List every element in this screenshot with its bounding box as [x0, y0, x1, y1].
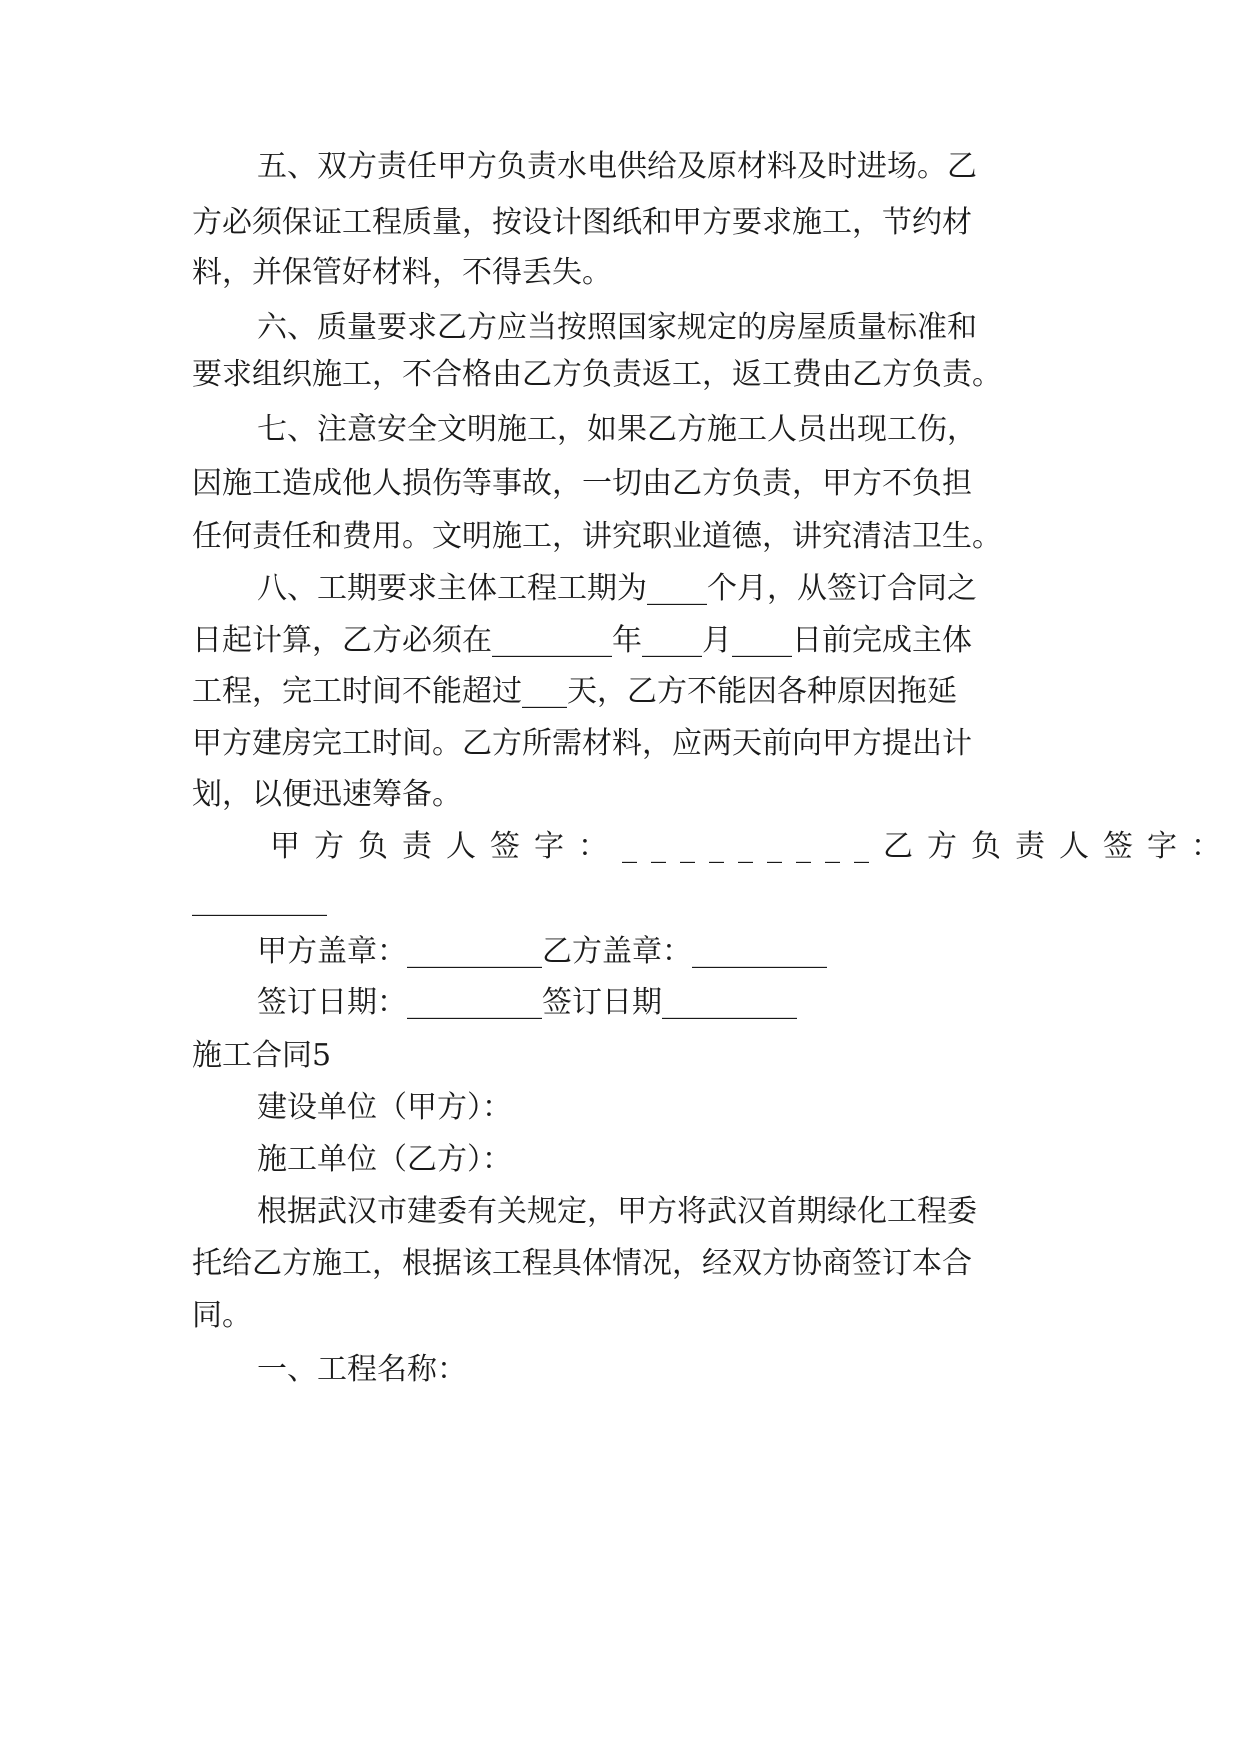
clause-8-line-3: 工程，完工时间不能超过___天，乙方不能因各种原因拖延: [192, 674, 957, 709]
clause-8-line-5: 划，以便迅速筹备。: [192, 777, 462, 812]
intro-line-1: 根据武汉市建委有关规定，甲方将武汉首期绿化工程委: [257, 1194, 977, 1229]
clause-5-line-1: 五、双方责任甲方负责水电供给及原材料及时进场。乙: [257, 149, 977, 184]
employer-line: 建设单位（甲方）：: [257, 1090, 512, 1125]
clause-6-line-2: 要求组织施工，不合格由乙方负责返工，返工费由乙方负责。: [192, 357, 1002, 392]
seal-line: 甲方盖章：_________乙方盖章：_________: [257, 934, 827, 969]
date-line: 签订日期：_________签订日期_________: [257, 985, 797, 1020]
clause-8-line-4: 甲方建房完工时间。乙方所需材料，应两天前向甲方提出计: [192, 726, 972, 761]
clause-5-line-2: 方必须保证工程质量，按设计图纸和甲方要求施工，节约材: [192, 205, 972, 240]
intro-line-2: 托给乙方施工，根据该工程具体情况，经双方协商签订本合: [192, 1246, 972, 1281]
contractor-line: 施工单位（乙方）：: [257, 1142, 512, 1177]
project-name-line: 一、工程名称：: [257, 1352, 467, 1387]
clause-7-line-1: 七、注意安全文明施工，如果乙方施工人员出现工伤，: [257, 412, 977, 447]
clause-8-line-1: 八、工期要求主体工程工期为____个月，从签订合同之: [257, 571, 977, 606]
section-title: 施工合同5: [192, 1038, 332, 1073]
signature-blank-line: _________: [192, 882, 327, 917]
intro-line-3: 同。: [192, 1298, 252, 1333]
clause-6-line-1: 六、质量要求乙方应当按照国家规定的房屋质量标准和: [257, 310, 977, 345]
clause-7-line-3: 任何责任和费用。文明施工，讲究职业道德，讲究清洁卫生。: [192, 519, 1002, 554]
clause-8-line-2: 日起计算，乙方必须在________年____月____日前完成主体: [192, 623, 972, 658]
clause-7-line-2: 因施工造成他人损伤等事故，一切由乙方负责，甲方不负担: [192, 466, 972, 501]
clause-5-line-3: 料，并保管好材料，不得丢失。: [192, 255, 612, 290]
signature-line: 甲方负责人签字：_________乙方负责人签字：: [270, 829, 1235, 864]
